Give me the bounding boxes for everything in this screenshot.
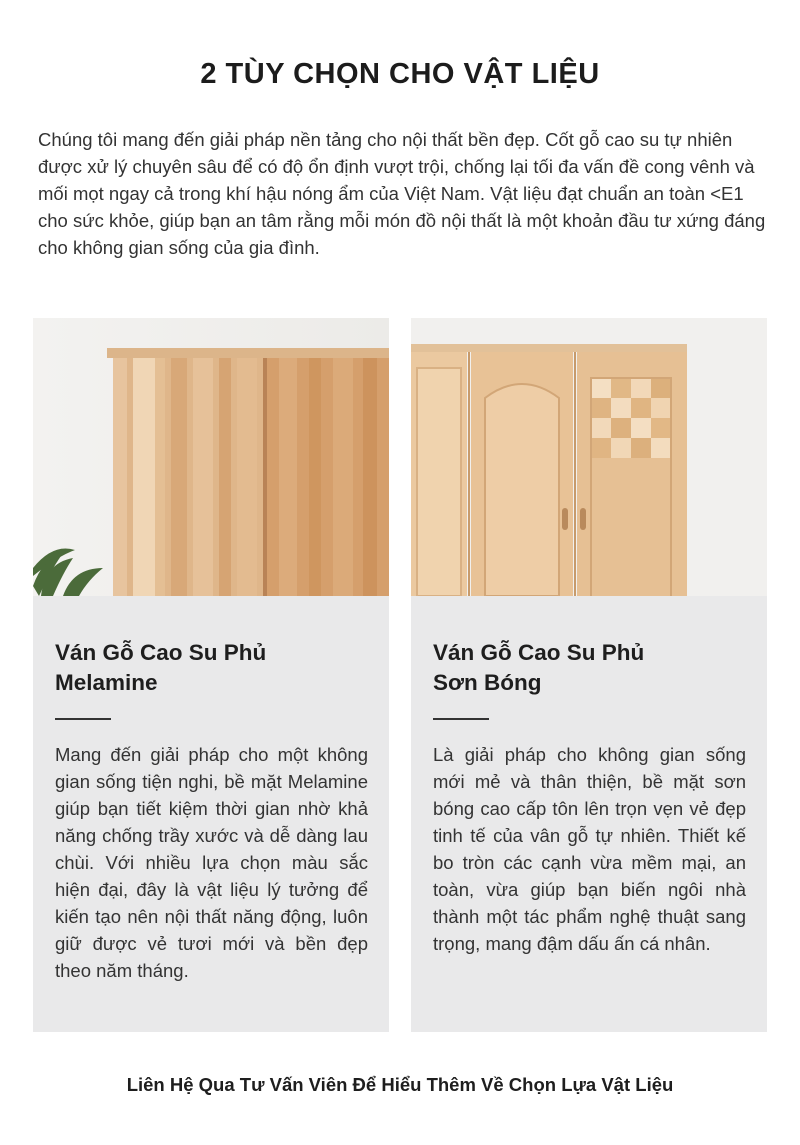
contact-footer: Liên Hệ Qua Tư Vấn Viên Để Hiểu Thêm Về Chọn Lựa Vật Liệu — [126, 1074, 674, 1095]
option-title-line1: Ván Gỗ Cao Su Phủ — [433, 640, 645, 665]
arched-door-wood-wardrobe-photo — [411, 318, 767, 596]
option-card-glossy-paint — [411, 318, 767, 1032]
option-description: Là giải pháp cho không gian sống mới mẻ và thân thiện, bề mặt sơn bóng cao cấp tôn lên trọn vẹn vẻ đẹp tinh tế của vân gỗ tự nhiên. Thiết kế bo tròn các cạnh vừa mềm mại, an toàn, vừa giúp bạn biến ngôi nhà thành một tác phẩm nghệ thuật sang trọng, mang đậm dấu ấn cá nhân. — [433, 744, 746, 954]
option-description: Mang đến giải pháp cho một không gian sống tiện nghi, bề mặt Melamine giúp bạn tiết kiệm thời gian nhờ khả năng chống trầy xước và dễ dàng lau chùi. Với nhiều lựa chọn màu sắc hiện đại, đây là vật liệu lý tưởng để kiến tạo nên nội thất năng động, luôn giữ được vẻ tươi mới và bền đẹp theo năm tháng. — [55, 744, 368, 981]
option-title — [55, 638, 375, 698]
option-title-line1: Ván Gỗ Cao Su Phủ — [55, 640, 267, 665]
title-divider — [55, 718, 111, 720]
option-title-line2: Sơn Bóng — [433, 670, 542, 695]
page-title: 2 TÙY CHỌN CHO VẬT LIỆU — [200, 58, 600, 90]
title-divider — [433, 718, 489, 720]
intro-paragraph: Chúng tôi mang đến giải pháp nền tảng cho nội thất bền đẹp. Cốt gỗ cao su tự nhiên được xử lý chuyên sâu để có độ ổn định vượt trội, chống lại tối đa vấn đề cong vênh và mối mọt ngay cả trong khí hậu nóng ẩm của Việt Nam. Vật liệu đạt chuẩn an toàn <E1 cho sức khỏe, giúp bạn an tâm rằng mỗi món đồ nội thất là một khoản đầu tư xứng đáng cho không gian sống của gia đình. — [38, 129, 766, 258]
option-title-line2: Melamine — [55, 670, 158, 695]
option-title — [433, 638, 753, 698]
option-card-melamine — [33, 318, 389, 1032]
sliding-wood-wardrobe-photo — [33, 318, 389, 596]
